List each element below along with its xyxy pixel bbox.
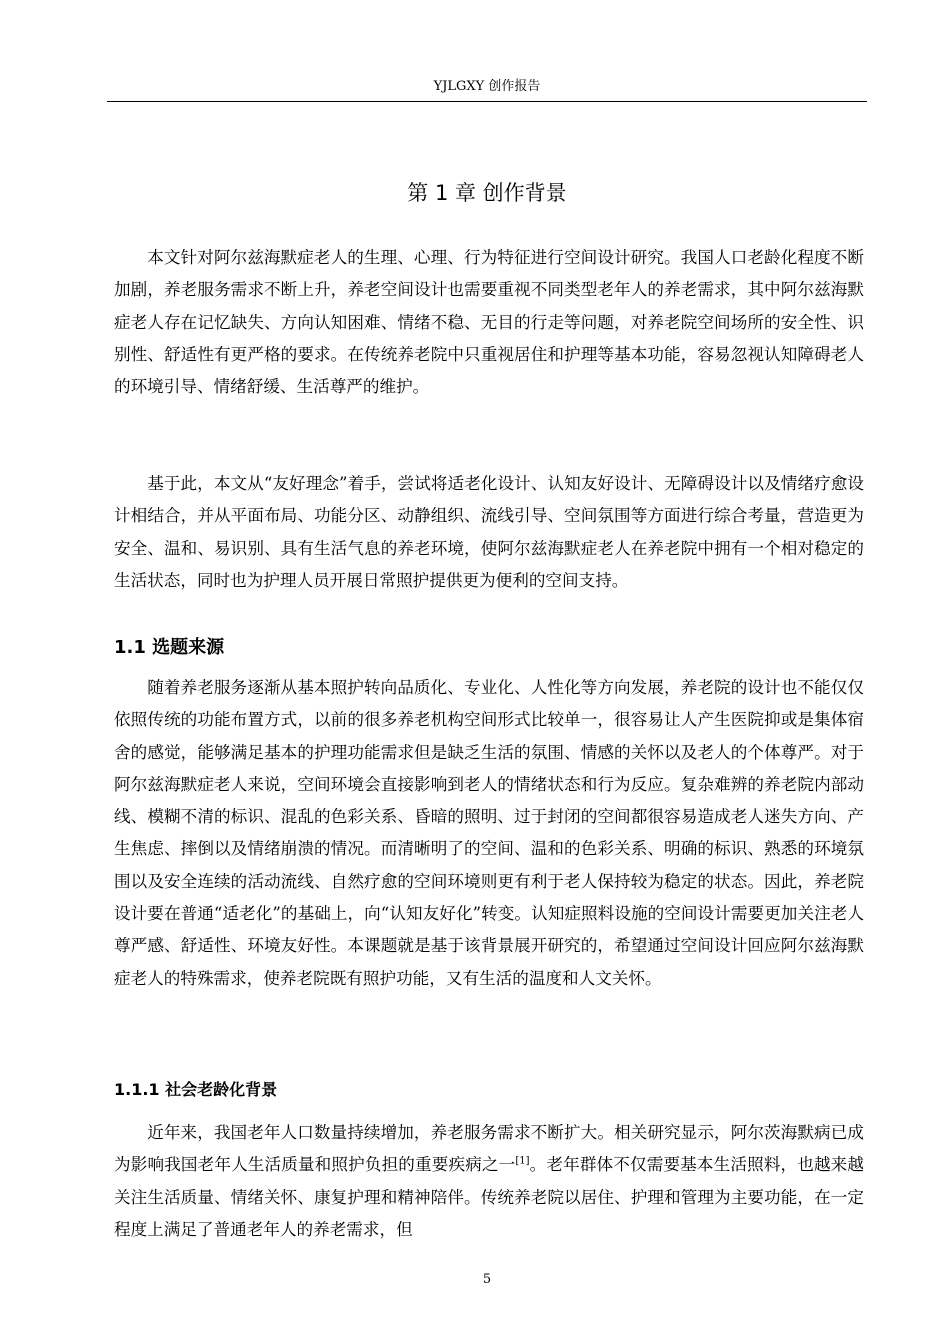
paragraph-text-before-citation: 近年来，我国老年人口数量持续增加，养老服务需求不断扩大。相关研究显示，阿尔茨海默病已成为影响我国老年人生活质量和照护负担的重要疾病之一	[114, 1123, 864, 1175]
section-heading-1-1-1: 1.1.1 社会老龄化背景	[114, 1080, 278, 1099]
intro-paragraph-1: 本文针对阿尔兹海默症老人的生理、心理、行为特征进行空间设计研究。我国人口老龄化程度不断加剧，养老服务需求不断上升，养老空间设计也需要重视不同类型老年人的养老需求，其中阿尔兹海默症老人存在记忆缺失、方向认知困难、情绪不稳、无目的行走等问题，对养老院空间场所的安全性、识别性、舒适性有更严格的要求。在传统养老院中只重视居住和护理等基本功能，容易忽视认知障碍老人的环境引导、情绪舒缓、生活尊严的维护。	[114, 248, 864, 397]
page-number: 5	[482, 1272, 492, 1287]
paragraph-text-after-citation: 。老年群体不仅需要基本生活照料，也越来越关注生活质量、情绪关怀、康复护理和精神陪伴。传统养老院以居住、护理和管理为主要功能，在一定程度上满足了普通老年人的养老需求，但	[114, 1155, 864, 1239]
intro-paragraph-2: 基于此，本文从“友好理念”着手，尝试将适老化设计、认知友好设计、无障碍设计以及情绪疗愈设计相结合，并从平面布局、功能分区、动静组织、流线引导、空间氛围等方面进行综合考量，营造更为安全、温和、易识别、具有生活气息的养老环境，使阿尔兹海默症老人在养老院中拥有一个相对稳定的生活状态，同时也为护理人员开展日常照护提供更为便利的空间支持。	[114, 474, 864, 590]
citation-marker[interactable]: [1]	[515, 1155, 530, 1167]
header-rule	[107, 101, 867, 102]
chapter-title: 第 1 章 创作背景	[407, 181, 567, 205]
section-1-1-paragraph: 随着养老服务逐渐从基本照护转向品质化、专业化、人性化等方向发展，养老院的设计也不能仅仅依照传统的功能布置方式，以前的很多养老机构空间形式比较单一，很容易让人产生医院抑或是集体宿舍的感觉，能够满足基本的护理功能需求但是缺乏生活的氛围、情感的关怀以及老人的个体尊严。对于阿尔兹海默症老人来说，空间环境会直接影响到老人的情绪状态和行为反应。复杂难辨的养老院内部动线、模糊不清的标识、混乱的色彩关系、昏暗的照明、过于封闭的空间都很容易造成老人迷失方向、产生焦虑、摔倒以及情绪崩溃的情况。而清晰明了的空间、温和的色彩关系、明确的标识、熟悉的环境氛围以及安全连续的活动流线、自然疗愈的空间环境则更有利于老人保持较为稳定的状态。因此，养老院设计要在普通“适老化”的基础上，向“认知友好化”转变。认知症照料设施的空间设计需要更加关注老人尊严感、舒适性、环境友好性。本课题就是基于该背景展开研究的，希望通过空间设计回应阿尔兹海默症老人的特殊需求，使养老院既有照护功能，又有生活的温度和人文关怀。	[114, 678, 864, 988]
running-header: YJLGXY 创作报告	[433, 79, 541, 94]
section-heading-1-1: 1.1 选题来源	[114, 637, 225, 658]
section-1-1-1-paragraph	[114, 1117, 864, 1246]
